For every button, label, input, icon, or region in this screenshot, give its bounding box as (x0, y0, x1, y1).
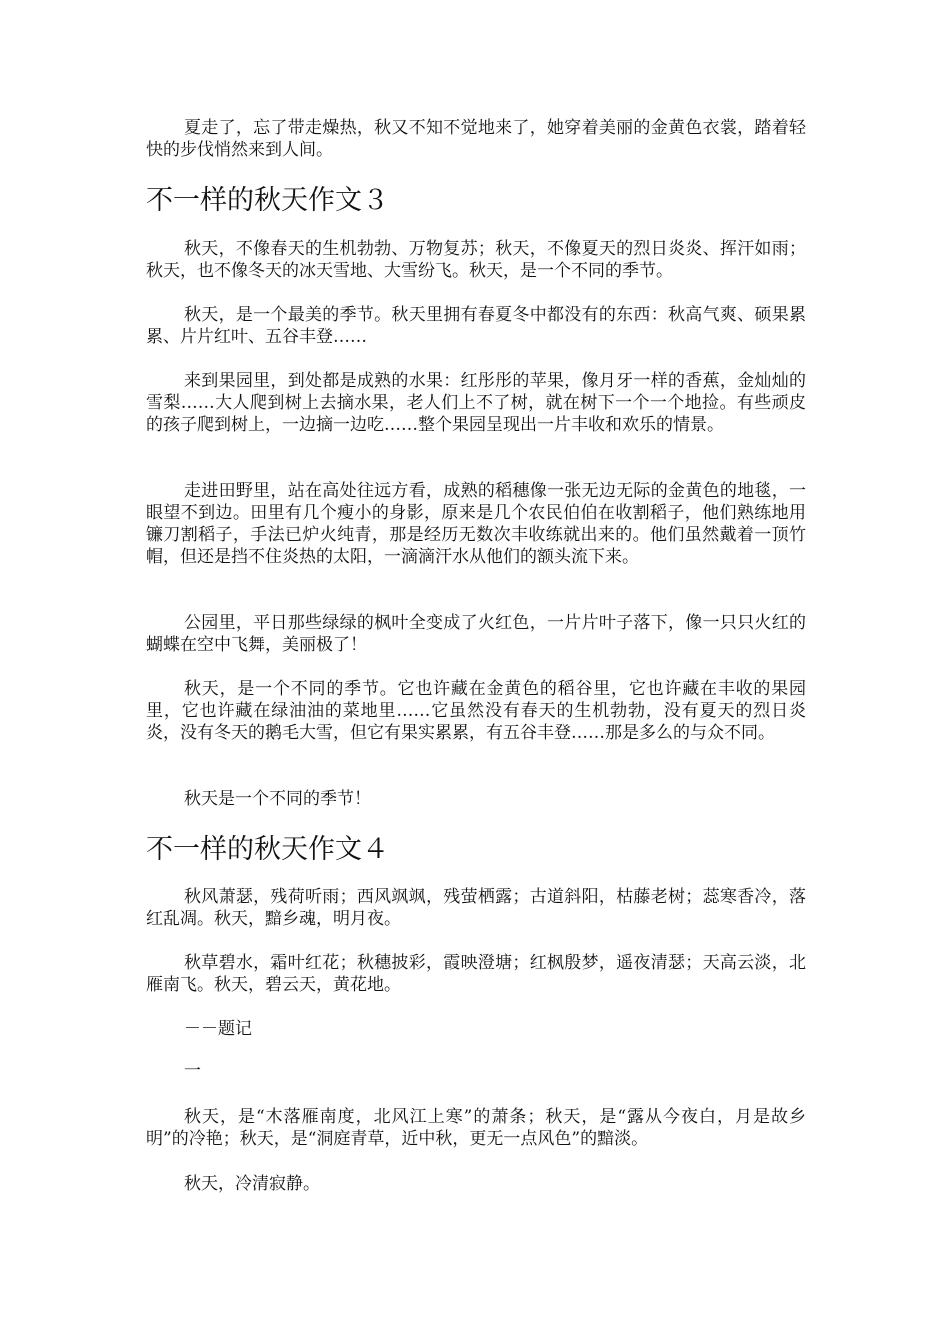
paragraph: 秋天是一个不同的季节！ (184, 789, 371, 809)
paragraph: 秋风萧瑟，残荷听雨；西风飒飒，残萤栖露；古道斜阳，枯藤老树；蕊寒香冷，落红乱凋。秋天，黯乡魂，明月夜。 (146, 887, 806, 929)
paragraph: 秋天，是一个最美的季节。秋天里拥有春夏冬中都没有的东西：秋高气爽、硕果累累、片片红叶、五谷丰登…… (146, 305, 806, 347)
paragraph: 秋天，冷清寂静。 (184, 1174, 320, 1194)
paragraph: 公园里，平日那些绿绿的枫叶全变成了火红色，一片片叶子落下，像一只只火红的蝴蝶在空中飞舞，美丽极了！ (146, 613, 806, 655)
s3-p2-block (146, 304, 806, 348)
heading-essay-3-block (146, 184, 806, 218)
s4-p5-block (146, 1106, 806, 1150)
paragraph: 秋天，是一个不同的季节。它也许藏在金黄色的稻谷里，它也许藏在丰收的果园里，它也许藏在绿油油的菜地里……它虽然没有春天的生机勃勃，没有夏天的烈日炎炎，没有冬天的鹅毛大雪，但它有果实累累，有五谷丰登……那是多么的与众不同。 (146, 679, 806, 743)
paragraph: 秋草碧水，霜叶红花；秋穗披彩，霞映澄塘；红枫殷梦，遥夜清瑟；天高云淡，北雁南飞。秋天，碧云天，黄花地。 (146, 953, 806, 995)
section-heading: 不一样的秋天作文３ (146, 185, 389, 216)
s4-p2-block (146, 952, 806, 996)
s3-p4-block (146, 480, 806, 568)
s3-p5-block (146, 612, 806, 656)
s3-p6-block (146, 678, 806, 744)
paragraph: 走进田野里，站在高处往远方看，成熟的稻穗像一张无边无际的金黄色的地毯，一眼望不到边。田里有几个瘦小的身影，原来是几个农民伯伯在收割稻子，他们熟练地用镰刀割稻子，手法已炉火纯青，那是经历无数次丰收练就出来的。他们虽然戴着一顶竹帽，但还是挡不住炎热的太阳，一滴滴汗水从他们的额头流下来。 (146, 481, 806, 567)
s3-p7-block (146, 788, 806, 810)
s4-p3-block (146, 1018, 806, 1040)
paragraph: 秋天，不像春天的生机勃勃、万物复苏；秋天，不像夏天的烈日炎炎、挥汗如雨；秋天，也不像冬天的冰天雪地、大雪纷飞。秋天，是一个不同的季节。 (146, 239, 806, 281)
paragraph: 夏走了，忘了带走燥热，秋又不知不觉地来了，她穿着美丽的金黄色衣裳，踏着轻快的步伐悄然来到人间。 (146, 118, 806, 160)
s3-p1-block (146, 238, 806, 282)
heading-essay-4-block (146, 833, 806, 867)
intro-paragraph-block (146, 117, 806, 161)
s4-p4-block (146, 1060, 806, 1082)
paragraph: 秋天，是“木落雁南度，北风江上寒”的萧条；秋天，是“露从今夜白，月是故乡明”的冷艳；秋天，是“洞庭青草，近中秋，更无一点风色”的黯淡。 (146, 1107, 806, 1149)
section-heading: 不一样的秋天作文４ (146, 834, 389, 865)
subsection-number: 一 (184, 1061, 201, 1081)
epigraph-attribution: －－题记 (184, 1019, 252, 1039)
paragraph: 来到果园里，到处都是成熟的水果：红彤彤的苹果，像月牙一样的香蕉，金灿灿的雪梨……大人爬到树上去摘水果，老人们上不了树，就在树下一个一个地捡。有些顽皮的孩子爬到树上，一边摘一边吃……整个果园呈现出一片丰收和欢乐的情景。 (146, 371, 806, 435)
s4-p6-block (146, 1173, 806, 1195)
s4-p1-block (146, 886, 806, 930)
s3-p3-block (146, 370, 806, 436)
